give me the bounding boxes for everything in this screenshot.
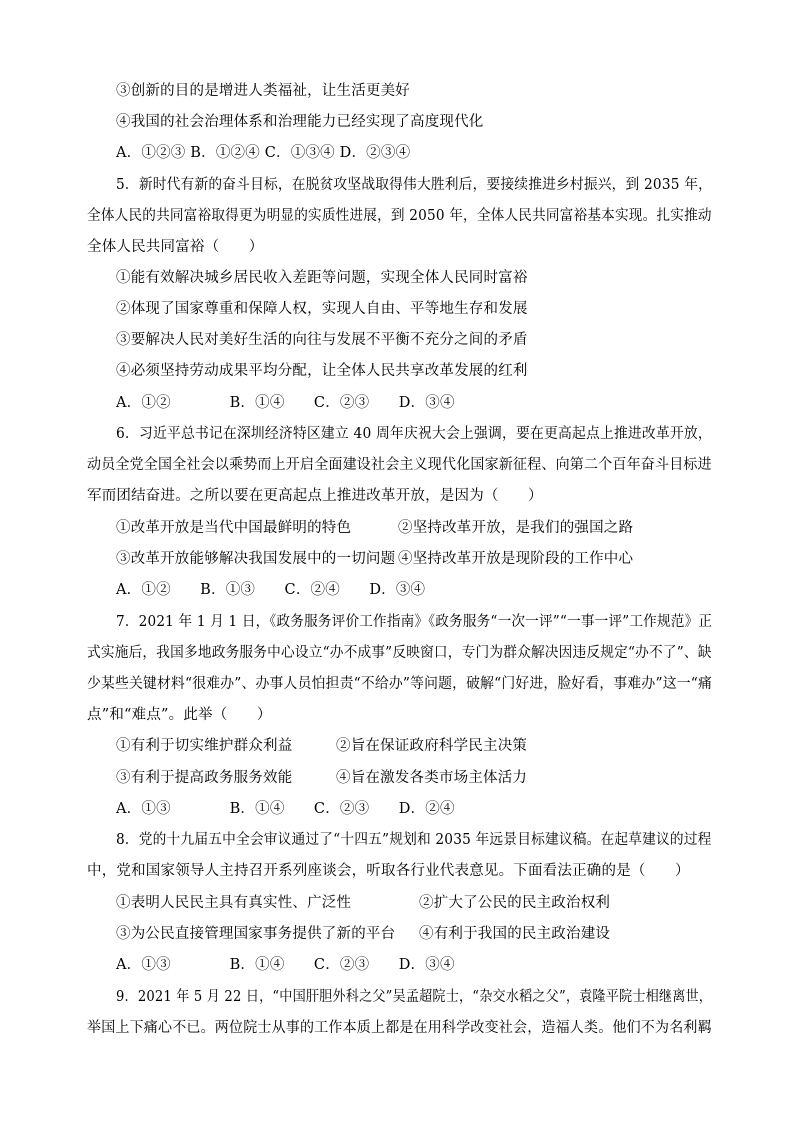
- q5-option-4: ④必须坚持劳动成果平均分配，让全体人民共享改革发展的红利: [116, 363, 528, 379]
- q6-option-2: ②坚持改革开放，是我们的强国之路: [398, 520, 634, 536]
- q5-stem-line-2: 全体人民的共同富裕取得更为明显的实质性进展，到 2050 年，全体人民共同富裕基本实现。扎实推动: [87, 208, 712, 224]
- q4-option-3: ③创新的目的是增进人类福祉，让生活更美好: [116, 83, 410, 99]
- q4-answer-choices: A．①②③ B．①②④ C．①③④ D．②③④: [116, 145, 411, 161]
- q8-answer-choices: A．①③ B．①④ C．②③ D．③④: [116, 957, 455, 973]
- q5-stem-line-3: 全体人民共同富裕（ ）: [87, 239, 264, 255]
- q6-stem-line-2: 动员全党全国全社会以乘势而上开启全面建设社会主义现代化国家新征程、向第二个百年奋斗目标进: [87, 457, 712, 473]
- q4-option-4: ④我国的社会治理体系和治理能力已经实现了高度现代化: [116, 114, 484, 130]
- q8-option-3: ③为公民直接管理国家事务提供了新的平台: [116, 926, 396, 942]
- q7-stem-line-4: 点”和“难点”。此举（ ）: [87, 707, 272, 723]
- q5-option-1: ①能有效解决城乡居民收入差距等问题，实现全体人民同时富裕: [116, 270, 528, 286]
- q8-stem-line-2: 中，党和国家领导人主持召开系列座谈会，听取各行业代表意见。下面看法正确的是（ ）: [87, 863, 690, 879]
- q6-option-1: ①改革开放是当代中国最鲜明的特色: [116, 520, 352, 536]
- q7-stem-line-3: 少某些关键材料“很难办”、办事人员怕担责“不给办”等问题，破解“门好进，脸好看，事难办”这一“痛: [87, 676, 712, 692]
- q7-answer-choices: A．①③ B．①④ C．②③ D．②④: [116, 801, 455, 817]
- q5-stem-line-1: 5．新时代有新的奋斗目标，在脱贫攻坚战取得伟大胜利后，要接续推进乡村振兴，到 2035 年，: [116, 177, 713, 193]
- q8-stem-line-1: 8．党的十九届五中全会审议通过了“十四五”规划和 2035 年远景目标建议稿。在起草建议的过程: [116, 832, 712, 848]
- q8-option-4: ④有利于我国的民主政治建设: [419, 926, 611, 942]
- q7-option-4: ④旨在激发各类市场主体活力: [336, 770, 528, 786]
- q9-stem-line-2: 举国上下痛心不已。两位院士从事的工作本质上都是在用科学改变社会，造福人类。他们不为名利羁: [87, 1020, 712, 1036]
- q8-option-1: ①表明人民民主具有真实性、广泛性: [116, 895, 352, 911]
- q5-answer-choices: A．①② B．①④ C．②③ D．③④: [116, 395, 455, 411]
- q9-stem-line-1: 9．2021 年 5 月 22 日，“中国肝胆外科之父”吴孟超院士，“杂交水稻之父”，袁隆平院士相继离世，: [116, 989, 713, 1005]
- q6-option-4: ④坚持改革开放是现阶段的工作中心: [398, 551, 634, 567]
- q7-option-1: ①有利于切实维护群众利益: [116, 738, 293, 754]
- q7-option-2: ②旨在保证政府科学民主决策: [336, 738, 528, 754]
- q6-answer-choices: A．①② B．①③ C．②④ D．③④: [116, 582, 426, 598]
- q5-option-3: ③要解决人民对美好生活的向往与发展不平衡不充分之间的矛盾: [116, 332, 528, 348]
- q6-option-3: ③改革开放能够解决我国发展中的一切问题: [116, 551, 396, 567]
- q5-option-2: ②体现了国家尊重和保障人权，实现人自由、平等地生存和发展: [116, 301, 528, 317]
- q7-option-3: ③有利于提高政务服务效能: [116, 770, 293, 786]
- q7-stem-line-2: 式实施后，我国多地政务服务中心设立“办不成事”反映窗口，专门为群众解决因违反规定“办不了”、缺: [87, 645, 712, 661]
- q8-option-2: ②扩大了公民的民主政治权利: [419, 895, 611, 911]
- q7-stem-line-1: 7．2021 年 1 月 1 日，《政务服务评价工作指南》《政务服务“一次一评”“一事一评”工作规范》正: [116, 614, 713, 630]
- q6-stem-line-3: 军而团结奋进。之所以要在更高起点上推进改革开放，是因为（ ）: [87, 488, 543, 504]
- q6-stem-line-1: 6．习近平总书记在深圳经济特区建立 40 周年庆祝大会上强调，要在更高起点上推进改革开放，: [116, 426, 712, 442]
